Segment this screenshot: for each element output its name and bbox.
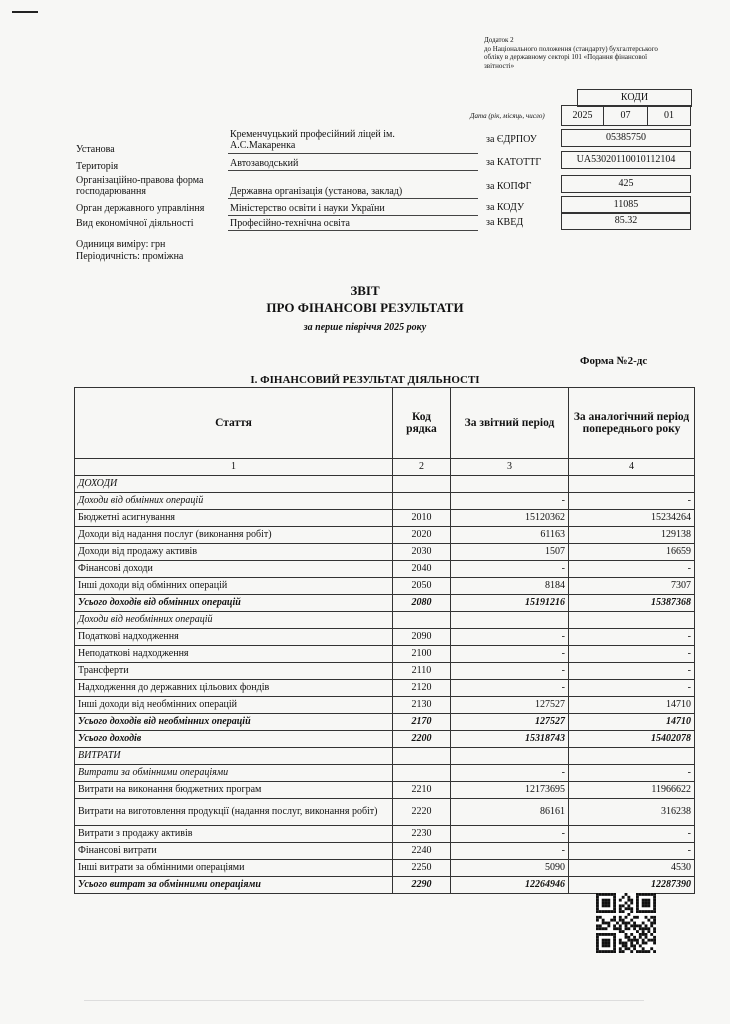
row-code: 2110 bbox=[393, 663, 451, 680]
unit-label: Одиниця виміру: грн bbox=[76, 239, 166, 250]
col-number: 3 bbox=[451, 459, 569, 476]
qr-code bbox=[596, 893, 656, 953]
authority-label: Орган державного управління bbox=[76, 203, 205, 214]
row-previous: 11966622 bbox=[569, 782, 695, 799]
row-current: 127527 bbox=[451, 714, 569, 731]
underline bbox=[228, 170, 478, 171]
row-name: Бюджетні асигнування bbox=[75, 510, 393, 527]
table-row bbox=[75, 561, 695, 578]
header-current: За звітний період bbox=[451, 388, 569, 459]
row-code bbox=[393, 748, 451, 765]
row-name: Інші витрати за обмінними операціями bbox=[75, 860, 393, 877]
row-previous: 15387368 bbox=[569, 595, 695, 612]
legal-form-label: Організаційно-правова форма господарювання bbox=[76, 175, 204, 197]
row-current: 15318743 bbox=[451, 731, 569, 748]
row-previous: 15234264 bbox=[569, 510, 695, 527]
row-current: - bbox=[451, 561, 569, 578]
row-previous: - bbox=[569, 680, 695, 697]
scan-mark bbox=[12, 11, 38, 13]
row-name: Трансферти bbox=[75, 663, 393, 680]
row-name: Податкові надходження bbox=[75, 629, 393, 646]
row-code bbox=[393, 612, 451, 629]
row-code: 2240 bbox=[393, 843, 451, 860]
row-current: 86161 bbox=[451, 799, 569, 826]
header-article: Стаття bbox=[75, 388, 393, 459]
row-code bbox=[393, 493, 451, 510]
row-previous: 7307 bbox=[569, 578, 695, 595]
form-number: Форма №2-дс bbox=[580, 355, 648, 367]
table-row bbox=[75, 714, 695, 731]
row-current: - bbox=[451, 663, 569, 680]
appendix-line: до Національного положення (стандарту) бухгалтерського bbox=[484, 44, 658, 53]
row-name: Доходи від продажу активів bbox=[75, 544, 393, 561]
table-row bbox=[75, 493, 695, 510]
row-previous bbox=[569, 612, 695, 629]
row-name: Доходи від надання послуг (виконання робіт) bbox=[75, 527, 393, 544]
table-row bbox=[75, 697, 695, 714]
header-code: Код рядка bbox=[393, 388, 451, 459]
row-code: 2220 bbox=[393, 799, 451, 826]
row-previous: - bbox=[569, 646, 695, 663]
row-previous: - bbox=[569, 663, 695, 680]
kodu-label: за КОДУ bbox=[486, 202, 525, 213]
row-current: 5090 bbox=[451, 860, 569, 877]
underline bbox=[228, 215, 478, 216]
row-previous: - bbox=[569, 493, 695, 510]
row-current: - bbox=[451, 765, 569, 782]
appendix-line: Додаток 2 bbox=[484, 36, 514, 44]
date-day: 01 bbox=[647, 105, 691, 126]
col-number: 1 bbox=[75, 459, 393, 476]
row-code: 2200 bbox=[393, 731, 451, 748]
appendix-line: звітності» bbox=[484, 61, 515, 70]
territory-value: Автозаводський bbox=[230, 158, 299, 169]
institution-value: Кременчуцький професійний ліцей ім. А.С.Макаренка bbox=[230, 129, 395, 151]
row-name: Усього витрат за обмінними операціями bbox=[75, 877, 393, 894]
row-code: 2080 bbox=[393, 595, 451, 612]
row-name: Витрати на виготовлення продукції (надання послуг, виконання робіт) bbox=[75, 799, 393, 826]
row-code: 2100 bbox=[393, 646, 451, 663]
row-previous: 15402078 bbox=[569, 731, 695, 748]
table-row bbox=[75, 826, 695, 843]
row-code: 2230 bbox=[393, 826, 451, 843]
row-name: ДОХОДИ bbox=[75, 476, 393, 493]
row-code: 2050 bbox=[393, 578, 451, 595]
activity-value: Професійно-технічна освіта bbox=[230, 218, 350, 229]
table-row bbox=[75, 646, 695, 663]
table-row bbox=[75, 680, 695, 697]
row-code: 2030 bbox=[393, 544, 451, 561]
row-code: 2010 bbox=[393, 510, 451, 527]
row-previous: 14710 bbox=[569, 714, 695, 731]
table-row bbox=[75, 527, 695, 544]
row-code: 2290 bbox=[393, 877, 451, 894]
underline bbox=[228, 230, 478, 231]
row-code: 2090 bbox=[393, 629, 451, 646]
kopfg-label: за КОПФГ bbox=[486, 181, 532, 192]
row-code: 2040 bbox=[393, 561, 451, 578]
table-row bbox=[75, 877, 695, 894]
table-row bbox=[75, 731, 695, 748]
row-name: Усього доходів від необмінних операцій bbox=[75, 714, 393, 731]
row-code bbox=[393, 765, 451, 782]
row-current: 127527 bbox=[451, 697, 569, 714]
row-current: - bbox=[451, 493, 569, 510]
row-name: Надходження до державних цільових фондів bbox=[75, 680, 393, 697]
row-code: 2170 bbox=[393, 714, 451, 731]
row-name: Неподаткові надходження bbox=[75, 646, 393, 663]
section-title: І. ФІНАНСОВИЙ РЕЗУЛЬТАТ ДІЯЛЬНОСТІ bbox=[250, 374, 480, 386]
row-previous: 16659 bbox=[569, 544, 695, 561]
katottg-code: UA53020110010112104 bbox=[561, 151, 691, 169]
appendix-line: обліку в державному секторі 101 «Подання фінансової bbox=[484, 53, 648, 61]
kved-code: 85.32 bbox=[561, 212, 691, 230]
col-number: 2 bbox=[393, 459, 451, 476]
row-current: 12264946 bbox=[451, 877, 569, 894]
row-current: 15191216 bbox=[451, 595, 569, 612]
table-row bbox=[75, 748, 695, 765]
codes-header: КОДИ bbox=[577, 89, 692, 107]
kopfg-code: 425 bbox=[561, 175, 691, 193]
row-previous: - bbox=[569, 765, 695, 782]
row-name: Фінансові доходи bbox=[75, 561, 393, 578]
institution-label: Установа bbox=[76, 144, 115, 155]
row-name: Усього доходів bbox=[75, 731, 393, 748]
date-label: Дата (рік, місяць, число) bbox=[470, 112, 545, 120]
col-number: 4 bbox=[569, 459, 695, 476]
legal-form-value: Державна організація (установа, заклад) bbox=[230, 186, 403, 197]
row-previous bbox=[569, 476, 695, 493]
report-title-sub: ПРО ФІНАНСОВІ РЕЗУЛЬТАТИ bbox=[266, 300, 464, 315]
table-row bbox=[75, 612, 695, 629]
row-current: - bbox=[451, 646, 569, 663]
katottg-label: за КАТОТТГ bbox=[486, 157, 542, 168]
row-code: 2210 bbox=[393, 782, 451, 799]
header-previous: За аналогічний період попереднього року bbox=[569, 388, 695, 459]
row-current: 61163 bbox=[451, 527, 569, 544]
row-current bbox=[451, 612, 569, 629]
row-name: ВИТРАТИ bbox=[75, 748, 393, 765]
table-row bbox=[75, 476, 695, 493]
table-row bbox=[75, 843, 695, 860]
table-row bbox=[75, 510, 695, 527]
periodicity-label: Періодичність: проміжна bbox=[76, 251, 184, 262]
report-period: за перше півріччя 2025 року bbox=[303, 322, 427, 333]
row-current: 12173695 bbox=[451, 782, 569, 799]
financial-results-table bbox=[74, 387, 695, 894]
report-title: ЗВІТ bbox=[350, 283, 380, 298]
row-name: Інші доходи від обмінних операцій bbox=[75, 578, 393, 595]
row-current bbox=[451, 476, 569, 493]
row-current: - bbox=[451, 826, 569, 843]
row-previous: - bbox=[569, 843, 695, 860]
table-row bbox=[75, 782, 695, 799]
row-current: - bbox=[451, 629, 569, 646]
territory-label: Територія bbox=[76, 161, 119, 172]
edrpou-code: 05385750 bbox=[561, 129, 691, 147]
row-name: Витрати з продажу активів bbox=[75, 826, 393, 843]
row-name: Витрати на виконання бюджетних програм bbox=[75, 782, 393, 799]
row-previous: - bbox=[569, 561, 695, 578]
kodu-code: 11085 bbox=[561, 196, 691, 214]
underline bbox=[228, 153, 478, 154]
row-previous: 316238 bbox=[569, 799, 695, 826]
row-current: 8184 bbox=[451, 578, 569, 595]
row-name: Доходи від обмінних операцій bbox=[75, 493, 393, 510]
row-current: 15120362 bbox=[451, 510, 569, 527]
table-row bbox=[75, 765, 695, 782]
table-row bbox=[75, 578, 695, 595]
date-year: 2025 bbox=[561, 105, 604, 126]
row-name: Фінансові витрати bbox=[75, 843, 393, 860]
row-code: 2020 bbox=[393, 527, 451, 544]
date-month: 07 bbox=[603, 105, 648, 126]
table-row bbox=[75, 595, 695, 612]
row-previous bbox=[569, 748, 695, 765]
row-code bbox=[393, 476, 451, 493]
row-current: - bbox=[451, 843, 569, 860]
row-current: - bbox=[451, 680, 569, 697]
table-row bbox=[75, 799, 695, 826]
edrpou-label: за ЄДРПОУ bbox=[486, 134, 537, 145]
table-row bbox=[75, 663, 695, 680]
row-name: Витрати за обмінними операціями bbox=[75, 765, 393, 782]
activity-label: Вид економічної діяльності bbox=[76, 218, 194, 229]
authority-value: Міністерство освіти і науки України bbox=[230, 203, 385, 214]
row-current bbox=[451, 748, 569, 765]
appendix-note bbox=[484, 36, 684, 70]
table-row bbox=[75, 544, 695, 561]
row-current: 1507 bbox=[451, 544, 569, 561]
underline bbox=[228, 198, 478, 199]
row-code: 2130 bbox=[393, 697, 451, 714]
footer-line bbox=[84, 1000, 644, 1001]
row-code: 2250 bbox=[393, 860, 451, 877]
row-previous: - bbox=[569, 629, 695, 646]
row-name: Інші доходи від необмінних операцій bbox=[75, 697, 393, 714]
row-previous: - bbox=[569, 826, 695, 843]
row-code: 2120 bbox=[393, 680, 451, 697]
table-row bbox=[75, 860, 695, 877]
row-name: Усього доходів від обмінних операцій bbox=[75, 595, 393, 612]
row-previous: 12287390 bbox=[569, 877, 695, 894]
row-previous: 14710 bbox=[569, 697, 695, 714]
table-row bbox=[75, 629, 695, 646]
row-previous: 4530 bbox=[569, 860, 695, 877]
row-previous: 129138 bbox=[569, 527, 695, 544]
row-name: Доходи від необмінних операцій bbox=[75, 612, 393, 629]
kved-label: за КВЕД bbox=[486, 217, 524, 228]
